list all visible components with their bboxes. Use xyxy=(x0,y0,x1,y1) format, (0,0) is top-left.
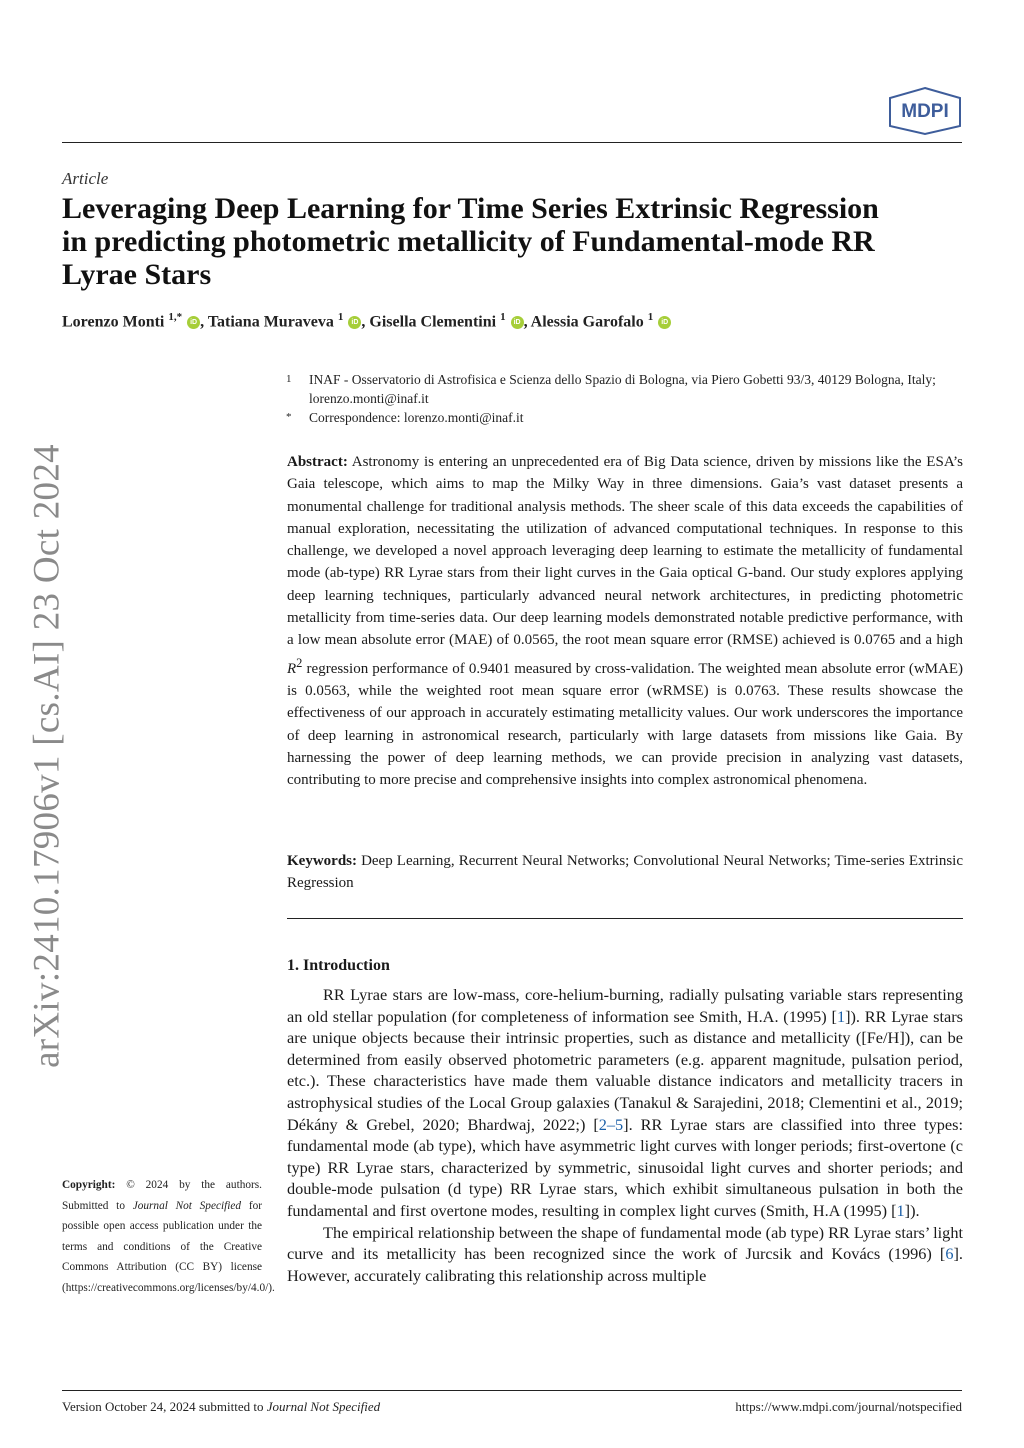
orcid-icon[interactable]: iD xyxy=(511,316,524,329)
author-affiliation-mark: 1 xyxy=(500,311,506,323)
keywords-label: Keywords: xyxy=(287,853,357,869)
orcid-icon[interactable]: iD xyxy=(658,316,671,329)
r-squared-exponent: 2 xyxy=(296,655,303,670)
journal-name: Journal Not Specified xyxy=(132,1199,242,1212)
author-name: , Gisella Clementini xyxy=(361,313,497,331)
correspondence-text: Correspondence: lorenzo.monti@inaf.it xyxy=(309,410,524,425)
abstract-label: Abstract: xyxy=(287,454,348,470)
r-squared-symbol: R xyxy=(287,660,297,677)
arxiv-stamp-container xyxy=(22,444,72,1068)
citation-link[interactable]: 1 xyxy=(896,1200,905,1220)
footer-journal: Journal Not Specified xyxy=(266,1399,381,1414)
author-name: Lorenzo Monti xyxy=(62,313,165,331)
affiliation-text: INAF - Osservatorio di Astrofisica e Scienza dello Spazio di Bologna, via Piero Gobetti 93/3, 40129 Bologna, Italy; lorenzo.monti@inaf.it xyxy=(309,372,936,406)
abstract-divider xyxy=(287,918,963,919)
title-line: Leveraging Deep Learning for Time Series Extrinsic Regression xyxy=(62,192,879,225)
keywords-text: Deep Learning, Recurrent Neural Networks; Convolutional Neural Networks; Time-series Extrinsic Regression xyxy=(287,853,963,892)
paragraph-text: ]. However, accurately calibrating this relationship across multiple xyxy=(287,1244,963,1285)
paper-title xyxy=(62,192,972,291)
mdpi-logo-text: MDPI xyxy=(901,101,949,122)
footer-version xyxy=(62,1399,380,1415)
footer-url[interactable]: https://www.mdpi.com/journal/notspecified xyxy=(735,1399,962,1414)
author-name: , Tatiana Muraveva xyxy=(200,313,334,331)
abstract xyxy=(287,451,963,791)
copyright-notice xyxy=(62,1175,275,1298)
paragraph-text: The empirical relationship between the shape of fundamental mode (ab type) RR Lyrae stars’ light curve and its metallicity has been recognized since the work of Jurcsik and Kovács (1996) [ xyxy=(287,1222,963,1264)
author-affiliation-mark: 1 xyxy=(647,311,654,323)
section-heading: 1. Introduction xyxy=(287,957,390,974)
orcid-icon[interactable]: iD xyxy=(187,316,200,329)
author-name: , Alessia Garofalo xyxy=(523,313,644,331)
abstract-text: Astronomy is entering an unprecedented era of Big Data science, driven by missions like the ESA’s Gaia telescope, which aims to map the Milky Way in three dimensions. Gaia’s vast dataset presents a monumental challenge for traditional analysis methods. The sheer scale of this data exceeds the capabilities of manual exploration, necessitating the utilization of advanced computational techniques. In response to this challenge, we developed a novel approach leveraging deep learning to estimate the metallicity of fundamental mode (ab-type) RR Lyrae stars from their light curves in the Gaia optical G-band. Our study explores applying deep learning techniques, particularly advanced neural network architectures, in predicting photometric metallicity from time-series data. Our deep learning models demonstrated notable predictive performance, with a low mean absolute error (MAE) of 0.0565, the root mean square error (RMSE) achieved is 0.0765 and a high xyxy=(287,454,963,649)
paragraph-text: ]). RR Lyrae stars are unique objects because their intrinsic properties, such as distance and metallicity ([Fe/H]), can be determined from easily observed photometric parameters (e.g. apparent magnitude, pulsation period, etc.). These characteristics have made them valuable distance indicators and metallicity tracers in astrophysical studies of the Local Group galaxies (Tanakul & Sarajedini, 2018; Clementini et al., 2019; Dékány & Grebel, 2020; Bhardwaj, 2022;) [ xyxy=(287,1006,964,1134)
author-affiliation-mark: 1,* xyxy=(168,311,183,323)
footer-rule xyxy=(62,1390,962,1391)
copyright-text: © 2024 by the authors. Submitted to xyxy=(62,1179,262,1212)
author-list xyxy=(62,311,671,331)
header-rule xyxy=(62,142,962,143)
citation-link[interactable]: 6 xyxy=(945,1244,954,1264)
affiliation-mark: * xyxy=(286,411,292,423)
paragraph xyxy=(287,1222,963,1287)
title-line: Lyrae Stars xyxy=(62,258,212,291)
copyright-text: for possible open access publication under the terms and conditions of the Creative Commons Attribution (CC BY) license (https://creativecommons.org/licenses/by/4.0/). xyxy=(62,1199,275,1294)
author-affiliation-mark: 1 xyxy=(337,311,344,323)
abstract-text: regression performance of 0.9401 measured by cross-validation. The weighted mean absolute error (wMAE) is 0.0563, while the weighted root mean square error (wRMSE) is 0.0763. These results showcase the effectiveness of our approach in accurately estimating metallicity values. Our work underscores the importance of deep learning in astronomical research, particularly with large datasets from missions like Gaia. By harnessing the power of deep learning methods, we can provide precision in analyzing vast datasets, contributing to more precise and comprehensive insights into complex astronomical phenomena. xyxy=(287,660,963,789)
introduction-body xyxy=(287,984,963,1286)
paragraph-text: ]). xyxy=(904,1200,920,1220)
article-type: Article xyxy=(62,169,109,188)
copyright-label: Copyright: xyxy=(62,1179,116,1191)
affiliation-1 xyxy=(286,370,966,408)
correspondence xyxy=(286,408,966,427)
keywords xyxy=(287,850,963,895)
paragraph-text: ]. RR Lyrae stars are classified into three types: fundamental mode (ab type), which have asymmetric light curves with longer periods; first-overtone (c type) RR Lyrae stars, characterized by symmetric, sinusoidal light curves and shorter periods; and double-mode pulsation (d type) RR Lyrae stars, which exhibit simultaneous pulsation in both the fundamental and first overtone modes, resulting in complex light curves (Smith, H.A (1995) [ xyxy=(287,1114,964,1220)
affiliation-mark: 1 xyxy=(286,373,292,385)
arxiv-stamp[interactable]: arXiv:2410.17906v1 [cs.AI] 23 Oct 2024 xyxy=(26,444,68,1068)
paragraph-text: RR Lyrae stars are low-mass, core-helium-burning, radially pulsating variable stars representing an old stellar population (for completeness of information see Smith, H.A. (1995) [ xyxy=(287,985,963,1026)
orcid-icon[interactable]: iD xyxy=(348,316,361,329)
citation-link[interactable]: 1 xyxy=(836,1006,846,1026)
citation-link[interactable]: 2–5 xyxy=(598,1114,624,1134)
mdpi-logo xyxy=(887,86,963,136)
footer-version-text: Version October 24, 2024 submitted to xyxy=(62,1399,267,1414)
title-line: in predicting photometric metallicity of Fundamental-mode RR xyxy=(62,225,875,258)
paragraph xyxy=(287,984,963,1222)
